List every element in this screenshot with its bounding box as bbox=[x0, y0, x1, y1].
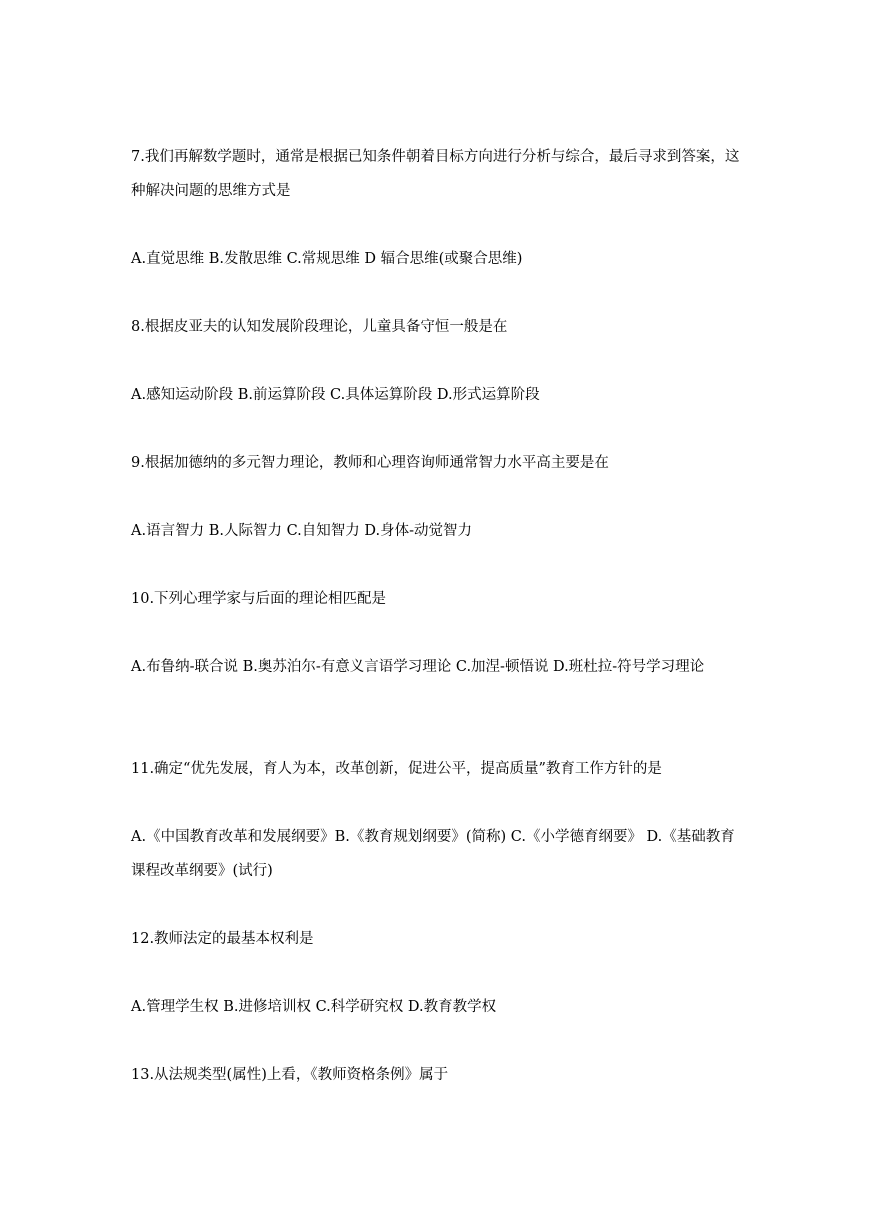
question-10: 10.下列心理学家与后面的理论相匹配是 bbox=[131, 591, 387, 607]
question-7-options: A.直觉思维 B.发散思维 C.常规思维 D 辐合思维(或聚合思维) bbox=[131, 251, 523, 267]
question-8: 8.根据皮亚夫的认知发展阶段理论，儿童具备守恒一般是在 bbox=[131, 319, 508, 335]
question-11-options: A.《中国教育改革和发展纲要》B.《教育规划纲要》(简称) C.《小学德育纲要》 D.《基础教育课程改革纲要》(试行) bbox=[131, 829, 735, 879]
question-7: 7.我们再解数学题时，通常是根据已知条件朝着目标方向进行分析与综合，最后寻求到答案，这种解决问题的思维方式是 bbox=[131, 149, 740, 199]
question-8-options: A.感知运动阶段 B.前运算阶段 C.具体运算阶段 D.形式运算阶段 bbox=[131, 387, 540, 403]
question-9-options: A.语言智力 B.人际智力 C.自知智力 D.身体-动觉智力 bbox=[131, 523, 472, 539]
question-11: 11.确定“优先发展，育人为本，改革创新，促进公平，提高质量”教育工作方针的是 bbox=[131, 761, 662, 777]
question-12-options: A.管理学生权 B.进修培训权 C.科学研究权 D.教育教学权 bbox=[131, 999, 497, 1015]
question-12: 12.教师法定的最基本权利是 bbox=[131, 931, 314, 947]
question-13: 13.从法规类型(属性)上看，《教师资格条例》属于 bbox=[131, 1067, 449, 1083]
question-10-options: A.布鲁纳-联合说 B.奥苏泊尔-有意义言语学习理论 C.加涅-顿悟说 D.班杜拉-符号学习理论 bbox=[131, 659, 705, 675]
question-9: 9.根据加德纳的多元智力理论，教师和心理咨询师通常智力水平高主要是在 bbox=[131, 455, 609, 471]
